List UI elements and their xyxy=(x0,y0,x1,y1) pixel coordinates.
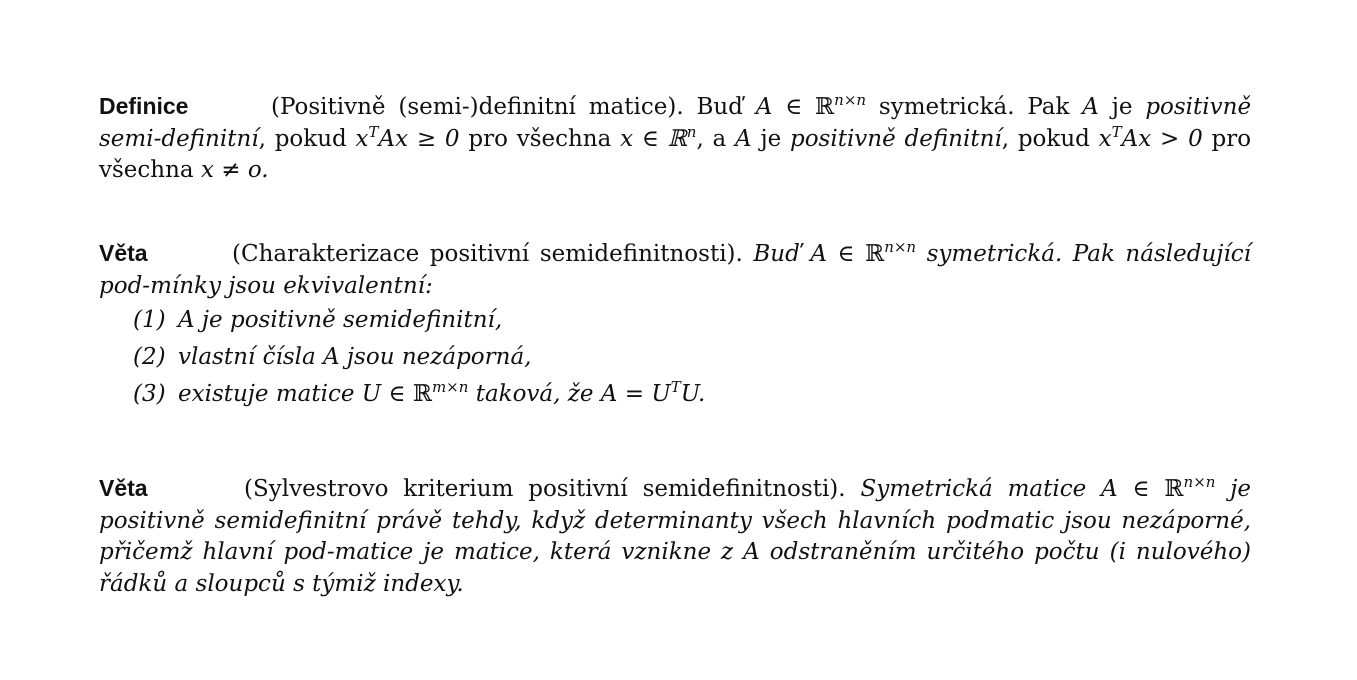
theorem1-math-in: ∈ xyxy=(837,241,855,267)
item-number: (3) xyxy=(133,381,166,407)
def-text-9: pro všechna xyxy=(99,125,1252,183)
theorem1-math-nxn: n×n xyxy=(884,238,917,256)
def-math-in: ∈ xyxy=(785,94,803,120)
def-text-1: Buď xyxy=(696,94,743,120)
def-math-A3: A xyxy=(735,125,752,152)
theorem1-list xyxy=(99,302,1251,413)
item-number: (1) xyxy=(133,307,166,333)
theorem1-math-R: ℝ xyxy=(865,241,885,267)
theorem2-block xyxy=(99,473,1251,600)
list-item xyxy=(133,302,1251,339)
def-text-8: , pokud xyxy=(1001,125,1090,152)
def-math-x: x xyxy=(355,125,369,152)
def-math-T2: T xyxy=(1111,122,1122,141)
def-psd-term: positivně semi-definitní xyxy=(99,94,1252,152)
list-item xyxy=(133,339,1251,376)
def-text-2: symetrická. Pak xyxy=(878,94,1070,120)
def-text-3: je xyxy=(1111,94,1133,120)
theorem2-body-b: je positivně semidefinitní právě tehdy, když determinanty všech hlavních podmatic jsou nezáporné, přičemž hlavní pod-matice je matice, která vznikne z A odstraněním určitého počtu (i nulového) řádků a sloupců s týmiž indexy. xyxy=(99,476,1252,597)
theorem2-title: (Sylvestrovo kriterium positivní semidefinitnosti). xyxy=(244,476,846,502)
theorem2-body-a: Symetrická matice A ∈ xyxy=(860,476,1150,502)
def-math-T: T xyxy=(368,122,379,141)
theorem1-body-b: symetrická. Pak následující pod-mínky jsou ekvivalentní: xyxy=(99,241,1251,299)
def-math-xinR: x ∈ ℝ xyxy=(620,125,687,152)
theorem1-math-A: A xyxy=(810,241,827,267)
item-number: (2) xyxy=(133,344,166,370)
def-text-4: , pokud xyxy=(258,125,347,152)
def-text-7: je xyxy=(760,125,782,152)
def-math-nxn: n×n xyxy=(834,91,867,109)
item-math-R: ℝ xyxy=(412,381,432,407)
def-math-n: n xyxy=(686,122,697,141)
item-math-mxn: m×n xyxy=(431,378,469,396)
definition-heading: Definice xyxy=(99,93,189,119)
item-text: A je positivně semidefinitní, xyxy=(178,307,503,333)
def-text-6: , a xyxy=(696,125,727,152)
theorem2-heading: Věta xyxy=(99,475,148,501)
item-text-c: U. xyxy=(680,381,706,407)
theorem1-title: (Charakterizace positivní semidefinitnosti). xyxy=(232,241,743,267)
definition-block xyxy=(99,91,1251,187)
item-text: vlastní čísla A jsou nezáporná, xyxy=(178,344,532,370)
def-pd-term: positivně definitní xyxy=(789,125,1002,152)
def-math-Ax: Ax ≥ 0 xyxy=(378,125,460,152)
def-math-x2: x xyxy=(1098,125,1112,152)
def-math-A: A xyxy=(755,94,773,120)
def-math-xneo: x ≠ o. xyxy=(200,157,269,183)
def-math-Ax2: Ax > 0 xyxy=(1121,125,1203,152)
theorem1-body-a: Buď xyxy=(753,241,800,267)
item-text-a: existuje matice U ∈ xyxy=(178,381,406,407)
theorem1-heading: Věta xyxy=(99,240,148,266)
def-math-R: ℝ xyxy=(815,94,835,120)
item-math-T: T xyxy=(670,378,681,396)
def-text-5: pro všechna xyxy=(468,125,612,152)
theorem1-block xyxy=(99,238,1251,413)
theorem2-math-R: ℝ xyxy=(1164,476,1184,502)
theorem2-math-nxn: n×n xyxy=(1183,473,1216,491)
item-text-b: taková, že A = U xyxy=(475,381,671,407)
list-item xyxy=(133,376,1251,413)
definition-title: (Positivně (semi-)definitní matice). xyxy=(271,94,684,120)
def-math-A2: A xyxy=(1082,94,1099,120)
